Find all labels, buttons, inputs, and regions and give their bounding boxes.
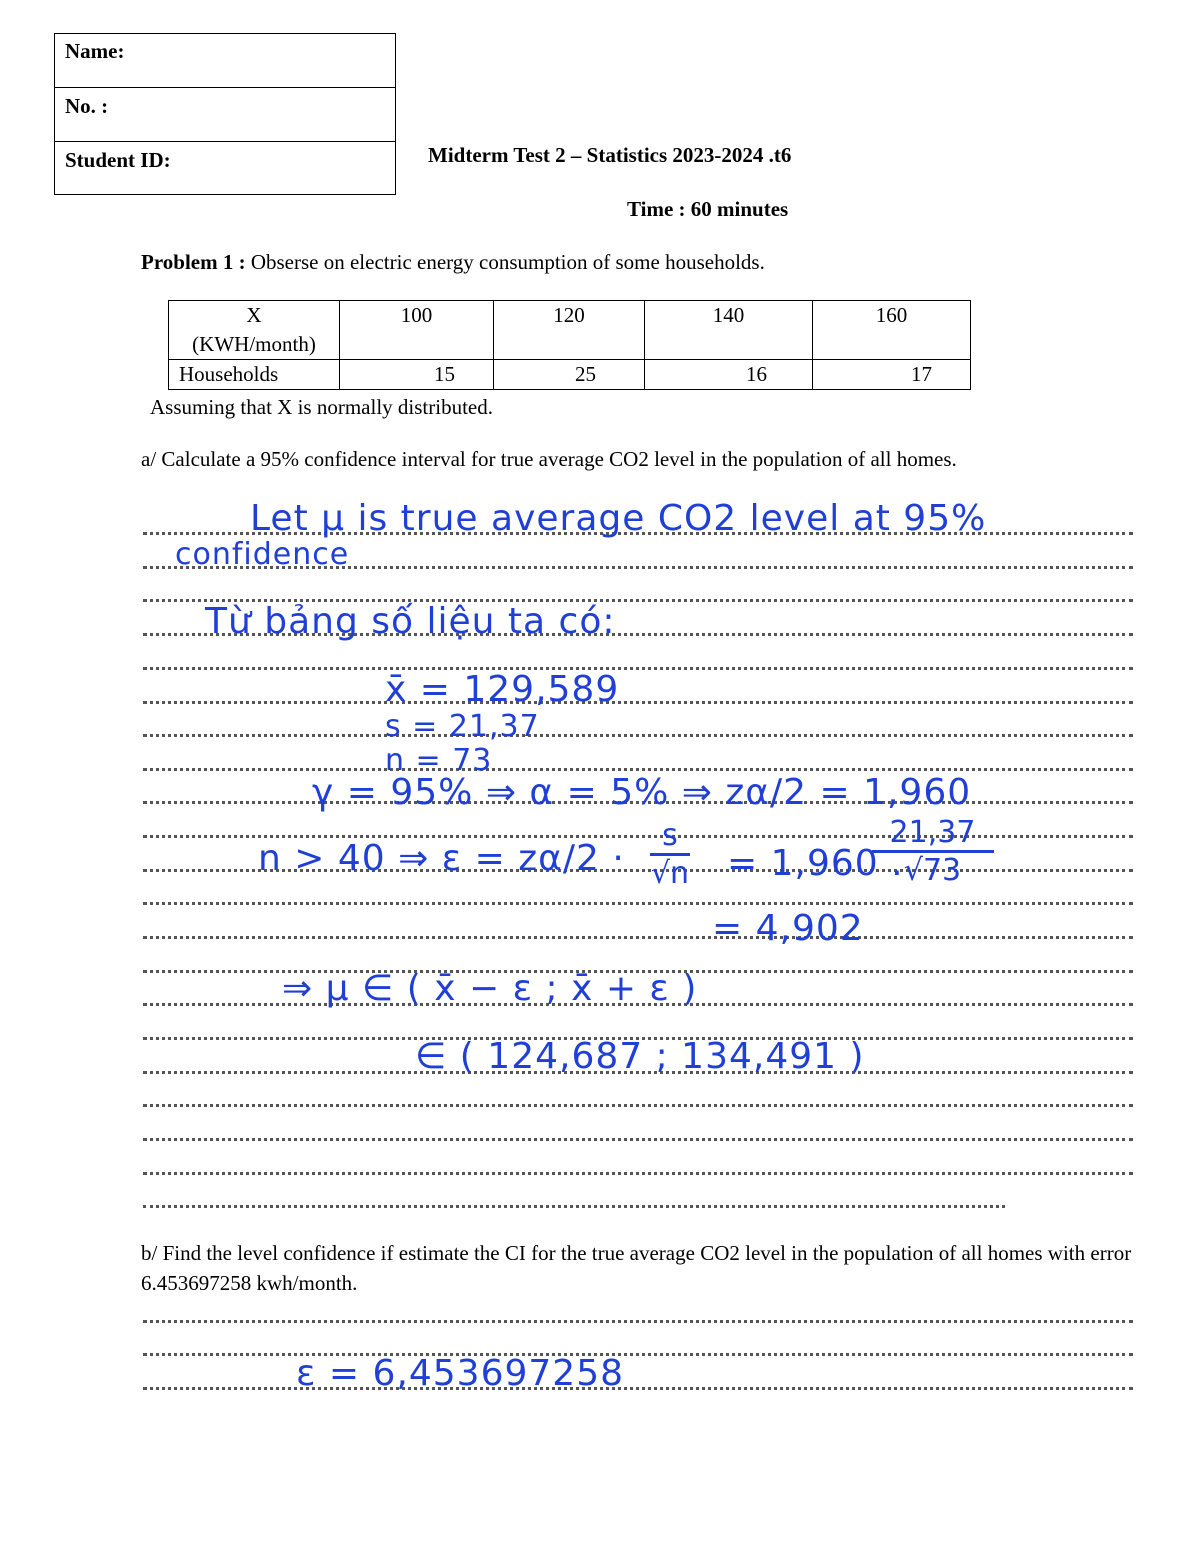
x-header-cell (169, 301, 340, 360)
handwriting-line3: Từ bảng số liệu ta có: (205, 601, 616, 642)
question-b: b/ Find the level confidence if estimate the CI for the true average CO2 level in the population of all homes with error 6.453697258 kwh/month. (141, 1241, 1132, 1295)
problem-1-label: Problem 1 : (141, 250, 246, 274)
handwriting-eps-left: n > 40 ⇒ ε = zα/2 · (258, 838, 625, 879)
fraction-denominator: √n (650, 856, 690, 891)
handwriting-eps-result: = 4,902 (712, 908, 864, 949)
dotted-line (143, 1387, 1133, 1390)
x-value-cell: 140 (645, 301, 813, 360)
table-row-x (169, 301, 971, 360)
handwriting-s: s = 21,37 (385, 709, 540, 744)
dotted-line (143, 768, 1133, 771)
dotted-line (143, 1172, 1133, 1175)
handwriting-line2: confidence (175, 537, 350, 572)
households-value-cell: 17 (813, 360, 971, 390)
dotted-line (143, 1104, 1133, 1107)
handwriting-interval-value: ∈ ( 124,687 ; 134,491 ) (415, 1036, 865, 1077)
dotted-line (143, 936, 1133, 939)
handwriting-fraction-s-over-sqrt-n (645, 818, 695, 891)
households-value-cell: 15 (340, 360, 494, 390)
table-row-households (169, 360, 971, 390)
households-value-cell: 16 (645, 360, 813, 390)
handwriting-n: n = 73 (385, 743, 493, 778)
problem-1-text: Obserse on electric energy consumption of some households. (250, 250, 765, 274)
assumption-text: Assuming that X is normally distributed. (150, 395, 493, 419)
handwriting-xbar: x̄ = 129,589 (385, 669, 620, 710)
data-table (168, 300, 971, 390)
dotted-line (143, 667, 1133, 670)
x-header-line1: X (246, 303, 262, 327)
x-header-line2: (KWH/month) (192, 332, 316, 356)
dotted-line (143, 734, 1133, 737)
x-value-cell: 160 (813, 301, 971, 360)
dotted-line (143, 701, 1133, 704)
problem-1-statement (141, 250, 765, 275)
handwriting-fraction-2137-over-sqrt73 (870, 815, 995, 888)
name-label: Name: (55, 34, 395, 88)
dotted-line (143, 1320, 1133, 1323)
student-id-label: Student ID: (65, 148, 171, 172)
student-info-box (54, 33, 396, 195)
handwriting-part-b: ε = 6,453697258 (296, 1353, 624, 1394)
test-time: Time : 60 minutes (627, 197, 789, 221)
dotted-line (143, 1138, 1133, 1141)
handwriting-line1: Let μ is true average CO2 level at 95% (250, 498, 987, 539)
fraction-numerator: 21,37 (889, 815, 976, 850)
fraction-denominator: √73 (903, 853, 962, 888)
households-value-cell: 25 (494, 360, 645, 390)
handwriting-eps-mid: = 1,960 . (727, 843, 904, 884)
dotted-line (143, 902, 1133, 905)
handwriting-interval-expr: ⇒ μ ∈ ( x̄ − ε ; x̄ + ε ) (282, 968, 698, 1009)
x-value-cell: 120 (494, 301, 645, 360)
handwriting-gamma: γ = 95% ⇒ α = 5% ⇒ zα/2 = 1,960 (312, 772, 972, 813)
test-title: Midterm Test 2 – Statistics 2023-2024 .t6 (428, 143, 792, 167)
dotted-line (143, 1205, 1005, 1208)
dotted-line (143, 1353, 1133, 1356)
x-value-cell: 100 (340, 301, 494, 360)
question-a: a/ Calculate a 95% confidence interval for true average CO2 level in the population of all homes. (141, 447, 957, 471)
households-header-cell: Households (169, 360, 340, 390)
number-label: No. : (55, 88, 395, 142)
fraction-numerator: s (662, 818, 678, 853)
